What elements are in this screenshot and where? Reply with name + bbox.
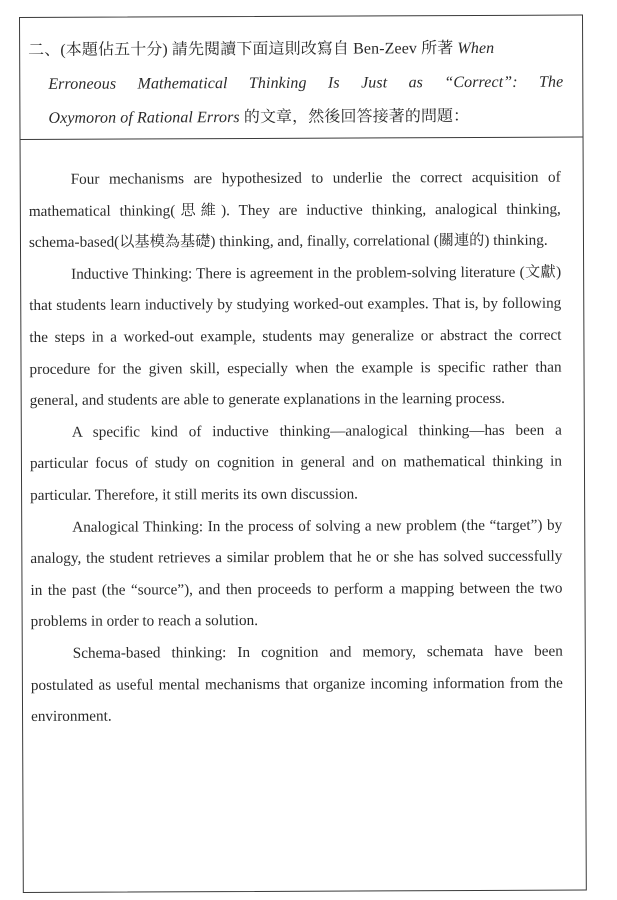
passage-paragraph: A specific kind of inductive thinking—analogical thinking—has been a particular focus of study on cognition in general and on mathematical thinking in particular. Therefore, it still merits its own discussion. <box>29 421 562 504</box>
passage-paragraph: Analogical Thinking: In the process of solving a new problem (the “target”) by analogy, the student retrieves a similar problem that he or she has solved successfully in the past (the “source”), and then proceeds to perform a mapping between the two problems in order to reach a solution. <box>30 516 563 631</box>
exam-question-frame <box>19 15 587 893</box>
article-title-part-3: Oxymoron of Rational Errors <box>48 109 240 127</box>
question-prefix: 二、(本題佔五十分) 請先閱讀下面這則改寫自 Ben-Zeev 所著 <box>28 40 458 59</box>
question-suffix: 的文章，然後回答接著的問題： <box>239 108 470 127</box>
reading-passage <box>29 162 563 733</box>
passage-paragraph: Inductive Thinking: There is agreement in the problem-solving literature (文獻) that students learn inductively by studying worked-out examples. That is, by following the steps in a worked-out example, students may generalize or abstract the correct procedure for the given skill, especially when the example is specific rather than general, and students are able to generate explanations in the learning process. <box>29 263 562 410</box>
question-header <box>28 32 573 136</box>
question-instruction-line-1 <box>28 32 573 68</box>
question-instruction-line-3 <box>28 100 573 136</box>
article-title-part-2: Erroneous Mathematical Thinking Is Just as “Correct”: The <box>48 73 564 93</box>
passage-paragraph: Schema-based thinking: In cognition and memory, schemata have been postulated as useful mental mechanisms that organize incoming information from the environment. <box>30 642 563 726</box>
header-divider <box>21 137 583 140</box>
passage-paragraph: Four mechanisms are hypothesized to underlie the correct acquisition of mathematical thinking(思維). They are inductive thinking, analogical thinking, schema-based(以基模為基礎) thinking, and, finally, correlational (關連的) thinking. <box>28 168 561 252</box>
article-title-part-1: When <box>457 39 495 58</box>
